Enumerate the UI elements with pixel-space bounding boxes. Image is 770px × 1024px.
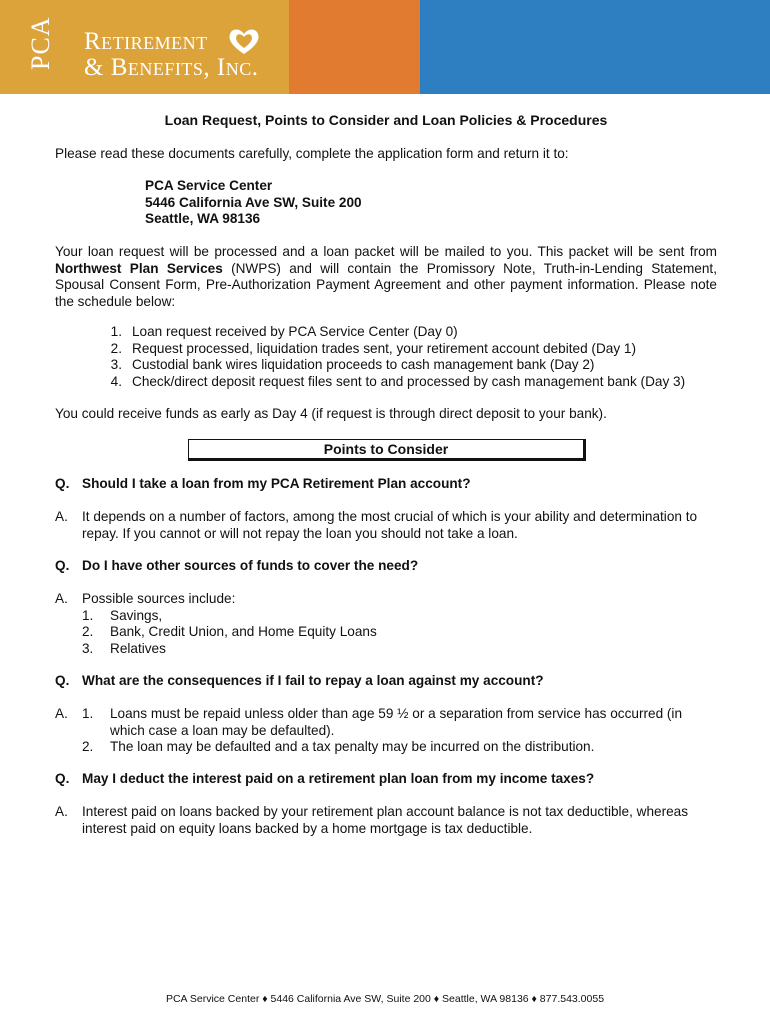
- heart-icon: [226, 26, 262, 56]
- question-1: Q. Should I take a loan from my PCA Retirement Plan account?: [55, 476, 471, 491]
- answer-4: A. Interest paid on loans backed by your retirement plan account balance is not tax deductible, whereas interest paid on equity loans backed by a home mortgage is tax deductible.: [55, 804, 689, 836]
- question-3: Q. What are the consequences if I fail to repay a loan against my account?: [55, 673, 544, 688]
- answer-2: A. Possible sources include: 1. Savings, 2. Bank, Credit Union, and Home Equity Loans 3. Relatives: [55, 591, 717, 657]
- list-item: 4. Check/direct deposit request files sent to and processed by cash management bank (Day 3): [110, 373, 686, 389]
- list-item: 1. Loans must be repaid unless older than age 59 ½ or a separation from service has occurred (in which case a loan may be defaulted).: [82, 706, 683, 738]
- list-item: 2. Request processed, liquidation trades sent, your retirement account debited (Day 1): [110, 340, 636, 356]
- page-footer: PCA Service Center ♦ 5446 California Ave SW, Suite 200 ♦ Seattle, WA 98136 ♦ 877.543.0055: [165, 993, 605, 1005]
- address-line: PCA Service Center: [145, 178, 273, 193]
- question-2: Q. Do I have other sources of funds to cover the need?: [55, 558, 419, 573]
- list-item: 3. Relatives: [82, 640, 166, 656]
- nwps-name: Northwest Plan Services: [55, 260, 223, 276]
- points-to-consider-heading: Points to Consider: [188, 439, 586, 461]
- address-line: Seattle, WA 98136: [145, 211, 261, 226]
- logo-line-benefits: & Benefits, Inc.: [84, 54, 259, 81]
- answer-1: A. It depends on a number of factors, among the most crucial of which is your ability and determination to repay. If you cannot or will not repay the loan you should not take a loan.: [55, 509, 698, 541]
- header-blue-band: [420, 0, 770, 94]
- header-banner: [0, 0, 770, 94]
- intro-text: Please read these documents carefully, complete the application form and return it to:: [55, 146, 569, 161]
- list-item: 2. The loan may be defaulted and a tax penalty may be incurred on the distribution.: [82, 739, 595, 754]
- header-orange-band: [289, 0, 420, 94]
- logo-pca-mark: PCA: [26, 16, 55, 70]
- answer-3: A. 1. Loans must be repaid unless older than age 59 ½ or a separation from service has occurred (in which case a loan may be defaulted). 2. The loan may be defaulted and a tax penalty may be incurred on the distribution.: [55, 706, 717, 756]
- address-line: 5446 California Ave SW, Suite 200: [145, 194, 362, 210]
- question-4: Q. May I deduct the interest paid on a retirement plan loan from my income taxes?: [55, 771, 595, 786]
- header-gold-band: [0, 0, 289, 94]
- list-item: 1. Savings,: [82, 607, 163, 623]
- list-item: 2. Bank, Credit Union, and Home Equity Loans: [82, 624, 377, 639]
- service-center-address: [145, 178, 362, 228]
- schedule-list: [55, 324, 685, 390]
- list-item: 3. Custodial bank wires liquidation proceeds to cash management bank (Day 2): [110, 357, 595, 372]
- document-title: Loan Request, Points to Consider and Loan Policies & Procedures: [164, 112, 608, 128]
- logo-line-retirement: Retirement: [84, 28, 208, 55]
- loan-packet-paragraph: Your loan request will be processed and a loan packet will be mailed to you. This packet will be sent from Northwest Plan Services (NWPS) and will contain the Promissory Note, Truth-in-Lending Statement, Spousal Consent Form, Pre-Authorization Payment Agreement and other payment information. Please note the schedule below:: [55, 244, 717, 309]
- list-item: 1. Loan request received by PCA Service Center (Day 0): [110, 324, 458, 339]
- funds-note: You could receive funds as early as Day 4 (if request is through direct deposit to your bank).: [55, 406, 607, 421]
